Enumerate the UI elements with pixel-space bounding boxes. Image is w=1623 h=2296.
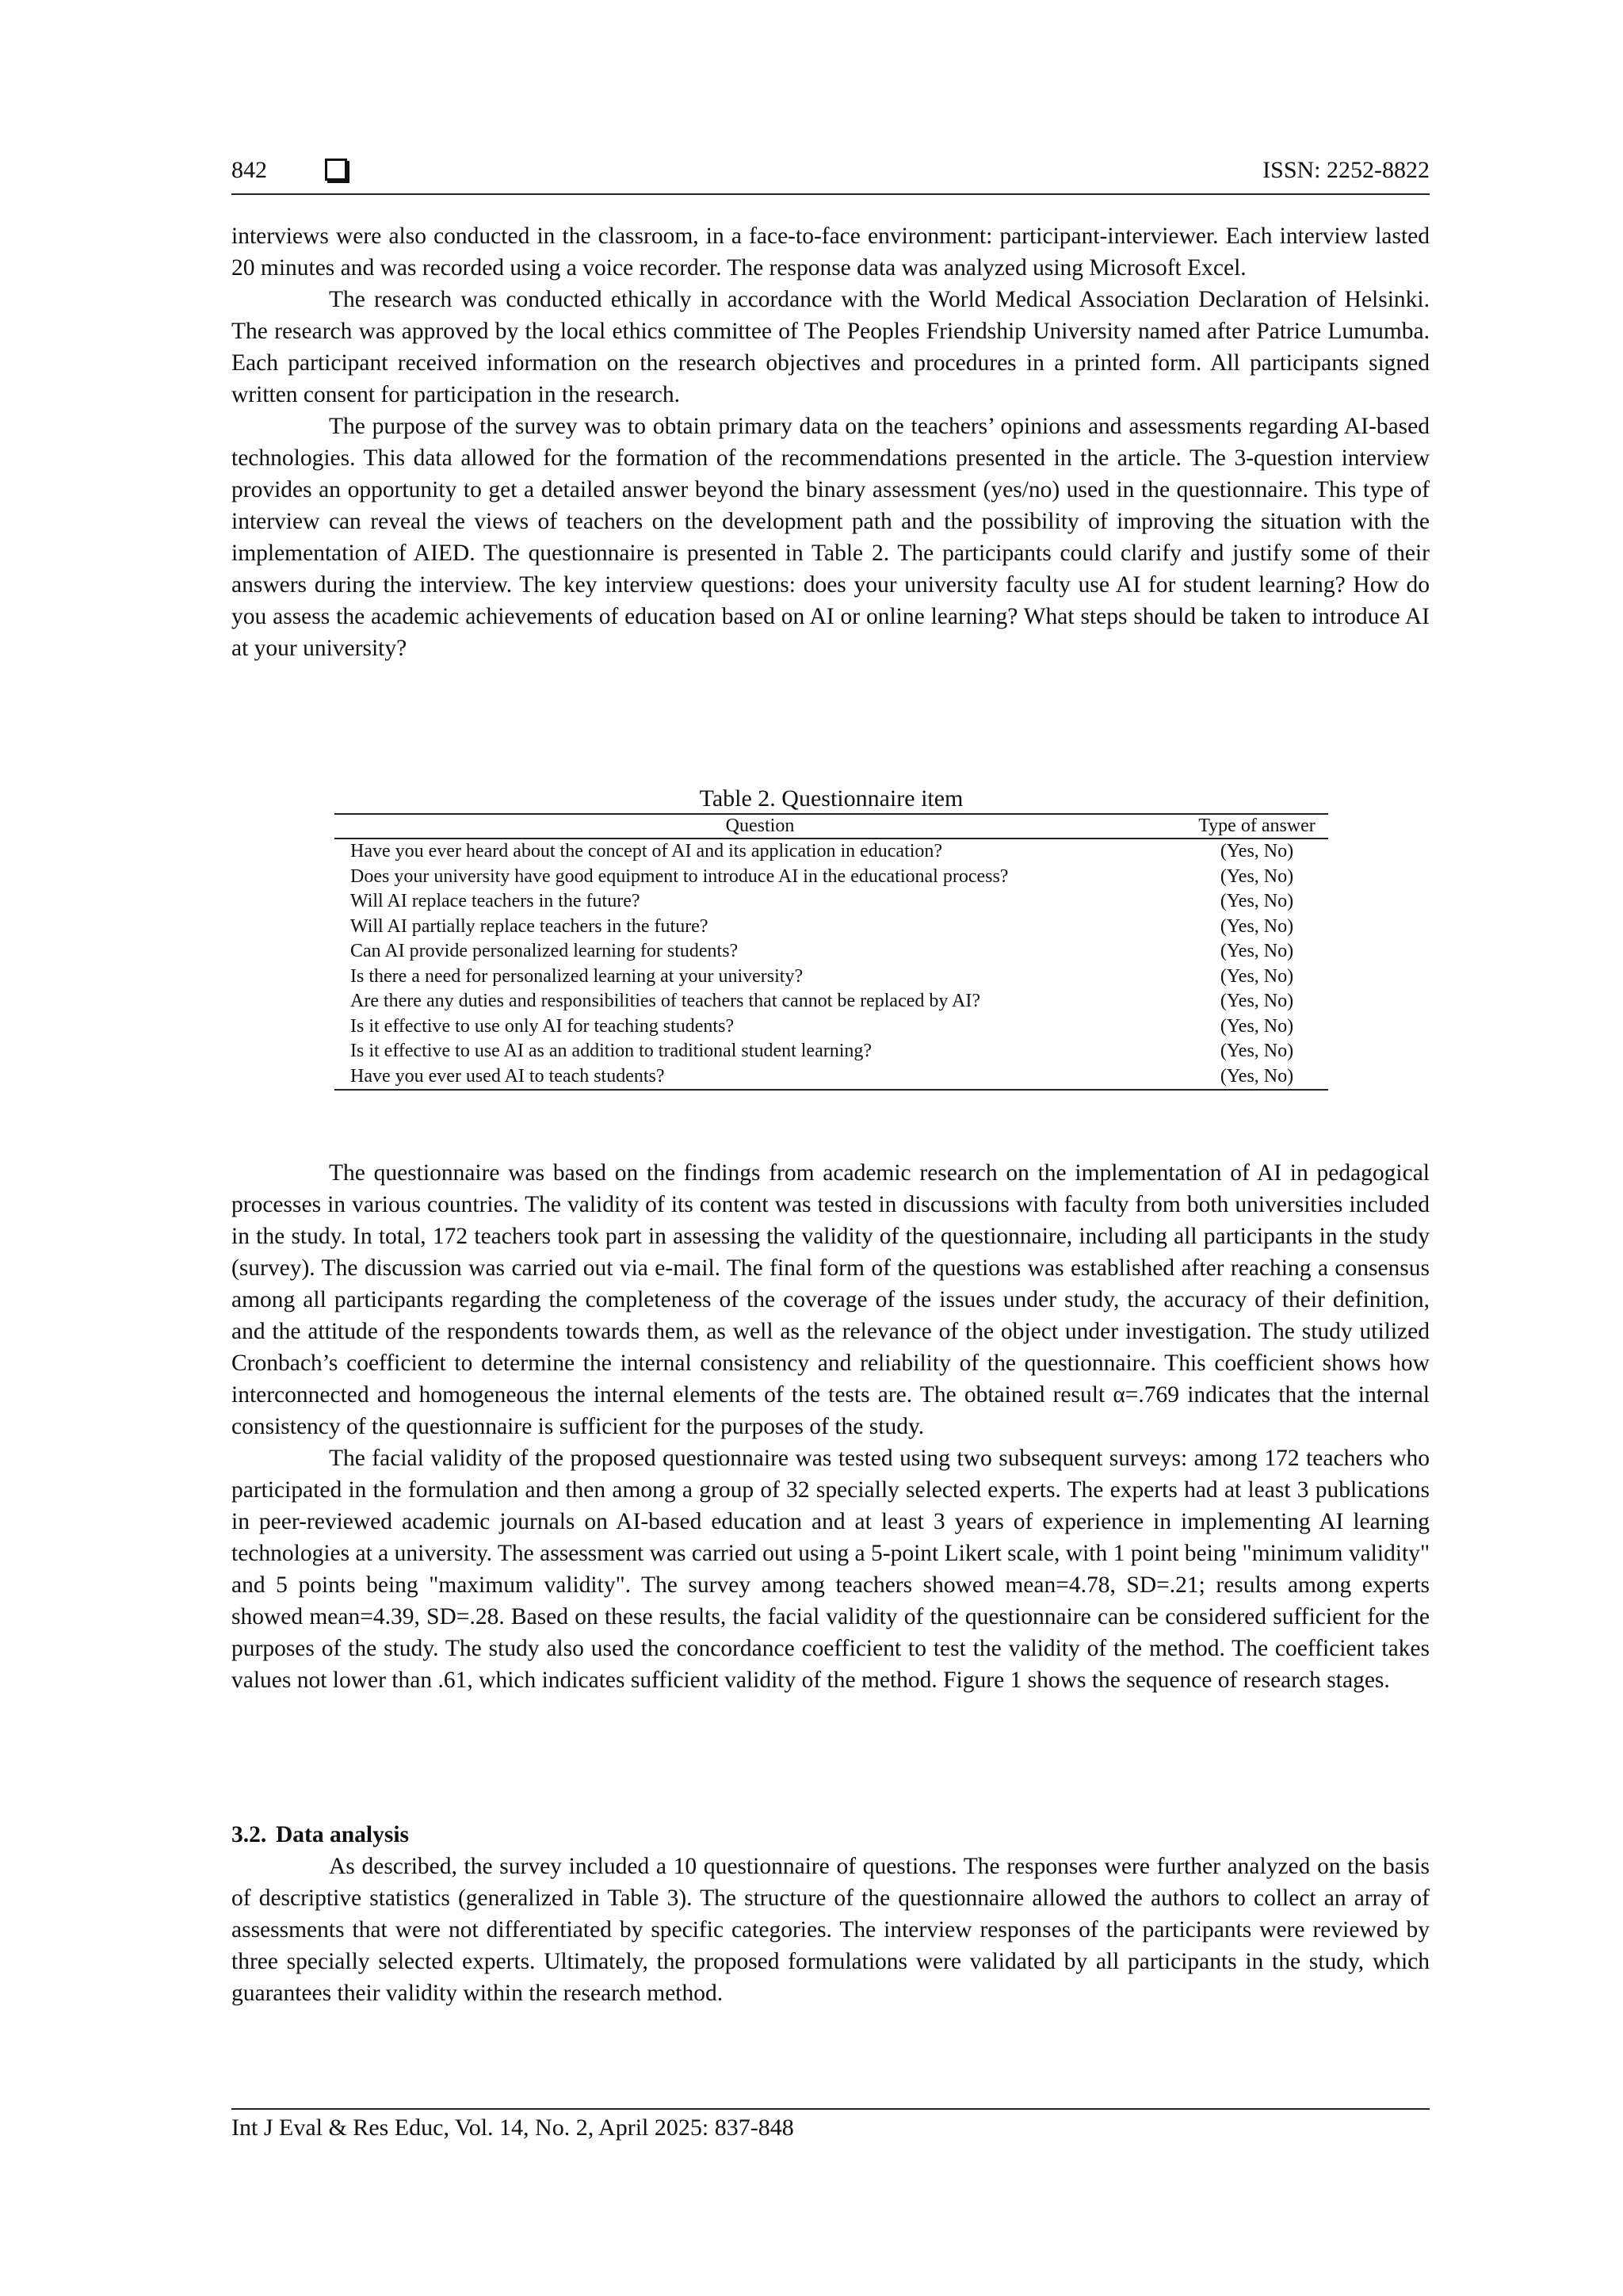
paragraph: The questionnaire was based on the findings from academic research on the implementation of AI in pedagogical processes in various countries. The validity of its content was tested in discussions with faculty from both universities included in the study. In total, 172 teachers took part in assessing the validity of the questionnaire, including all participants in the study (survey). The discussion was carried out via e-mail. The final form of the questions was established after reaching a consensus among all participants regarding the completeness of the coverage of the issues under study, the accuracy of their definition, and the attitude of the respondents towards them, as well as the relevance of the object under investigation. The study utilized Cronbach’s coefficient to determine the internal consistency and reliability of the questionnaire. This coefficient shows how interconnected and homogeneous the internal elements of the tests are. The obtained result α=.769 indicates that the internal consistency of the questionnaire is sufficient for the purposes of the study. [231, 1160, 1430, 1439]
answer-type-cell: (Yes, No) [1186, 1064, 1328, 1091]
section-number: 3.2. [231, 1822, 267, 1847]
table-row [334, 915, 1328, 940]
page-footer [231, 2108, 1430, 2141]
section-data-analysis [231, 1819, 1430, 2009]
answer-type-cell: (Yes, No) [1220, 965, 1294, 987]
question-cell: Does your university have good equipment to introduce AI in the educational process? [350, 865, 1009, 887]
paragraph: As described, the survey included a 10 questionnaire of questions. The responses were further analyzed on the basis of descriptive statistics (generalized in Table 3). The structure of the questionnaire allowed the authors to collect an array of assessments that were not differentiated by specific categories. The interview responses of the participants were reviewed by three specially selected experts. Ultimately, the proposed formulations were validated by all participants in the study, which guarantees their validity within the research method. [231, 1854, 1430, 2006]
answer-type-cell: (Yes, No) [1220, 915, 1294, 937]
section-title: Data analysis [276, 1822, 410, 1847]
question-cell: Can AI provide personalized learning for students? [350, 941, 739, 961]
question-cell: Have you ever heard about the concept of AI and its application in education? [350, 841, 943, 861]
body-block-middle [231, 1157, 1430, 1696]
table-row [334, 1039, 1328, 1064]
answer-type-cell: (Yes, No) [1220, 1041, 1294, 1061]
answer-type-cell: (Yes, No) [1220, 1015, 1294, 1037]
journal-citation: Int J Eval & Res Educ, Vol. 14, No. 2, April 2025: 837-848 [231, 2115, 794, 2141]
table-row [334, 1014, 1328, 1040]
column-header-question: Question [334, 814, 1186, 839]
page-header [231, 155, 1430, 195]
questionnaire-table-block [334, 785, 1328, 1091]
paragraph: interviews were also conducted in the classroom, in a face-to-face environment: participant-interviewer. Each interview lasted 20 minutes and was recorded using a voice recorder. The response data was analyzed using Microsoft Excel. [231, 223, 1430, 281]
section-heading [231, 1819, 1430, 1851]
table-row [334, 939, 1328, 965]
question-cell: Will AI partially replace teachers in the future? [350, 915, 708, 937]
square-bullet-icon [325, 159, 347, 181]
paragraph: The purpose of the survey was to obtain primary data on the teachers’ opinions and assessments regarding AI-based technologies. This data allowed for the formation of the recommendations presented in the article. The 3-question interview provides an opportunity to get a detailed answer beyond the binary assessment (yes/no) used in the questionnaire. This type of interview can reveal the views of teachers on the development path and the possibility of improving the situation with the implementation of AIED. The questionnaire is presented in Table 2. The participants could clarify and justify some of their answers during the interview. The key interview questions: does your university faculty use AI for student learning? How do you assess the academic achievements of education based on AI or online learning? What steps should be taken to introduce AI at your university? [231, 414, 1430, 661]
table-row [334, 865, 1328, 890]
question-cell: Is there a need for personalized learning at your university? [350, 965, 804, 987]
paragraph: The facial validity of the proposed questionnaire was tested using two subsequent surveys: among 172 teachers who participated in the formulation and then among a group of 32 specially selected experts. The experts had at least 3 publications in peer-reviewed academic journals on AI-based education and at least 3 years of experience in implementing AI learning technologies at a university. The assessment was carried out using a 5-point Likert scale, with 1 point being "minimum validity" and 5 points being "maximum validity". The survey among teachers showed mean=4.78, SD=.21; results among experts showed mean=4.39, SD=.28. Based on these results, the facial validity of the questionnaire can be considered sufficient for the purposes of the study. The study also used the concordance coefficient to test the validity of the method. The coefficient takes values not lower than .61, which indicates sufficient validity of the method. Figure 1 shows the sequence of research stages. [231, 1446, 1430, 1693]
table-row [334, 989, 1328, 1014]
answer-type-cell: (Yes, No) [1220, 991, 1294, 1011]
table-caption: Table 2. Questionnaire item [699, 785, 964, 812]
body-block-top [231, 220, 1430, 664]
table-row [334, 1064, 1328, 1091]
question-cell: Are there any duties and responsibilities of teachers that cannot be replaced by AI? [350, 991, 981, 1011]
table-header-row [334, 814, 1328, 839]
answer-type-cell: (Yes, No) [1220, 841, 1294, 861]
question-cell: Is it effective to use AI as an addition to traditional student learning? [350, 1041, 873, 1061]
answer-type-cell: (Yes, No) [1220, 891, 1294, 911]
column-header-answer-type: Type of answer [1186, 814, 1328, 839]
answer-type-cell: (Yes, No) [1220, 865, 1294, 887]
paragraph: The research was conducted ethically in accordance with the World Medical Association Declaration of Helsinki. The research was approved by the local ethics committee of The Peoples Friendship University named after Patrice Lumumba. Each participant received information on the research objectives and procedures in a printed form. All participants signed written consent for participation in the research. [231, 287, 1430, 407]
table-row [334, 839, 1328, 865]
answer-type-cell: (Yes, No) [1220, 941, 1294, 961]
page-number: 842 [231, 157, 267, 183]
question-cell: Is it effective to use only AI for teaching students? [350, 1015, 735, 1037]
table-row [334, 965, 1328, 990]
issn-label: ISSN: 2252-8822 [1262, 157, 1430, 183]
table-row [334, 889, 1328, 915]
question-cell: Will AI replace teachers in the future? [350, 891, 640, 911]
question-cell: Have you ever used AI to teach students? [334, 1064, 1186, 1091]
questionnaire-table [334, 813, 1328, 1091]
